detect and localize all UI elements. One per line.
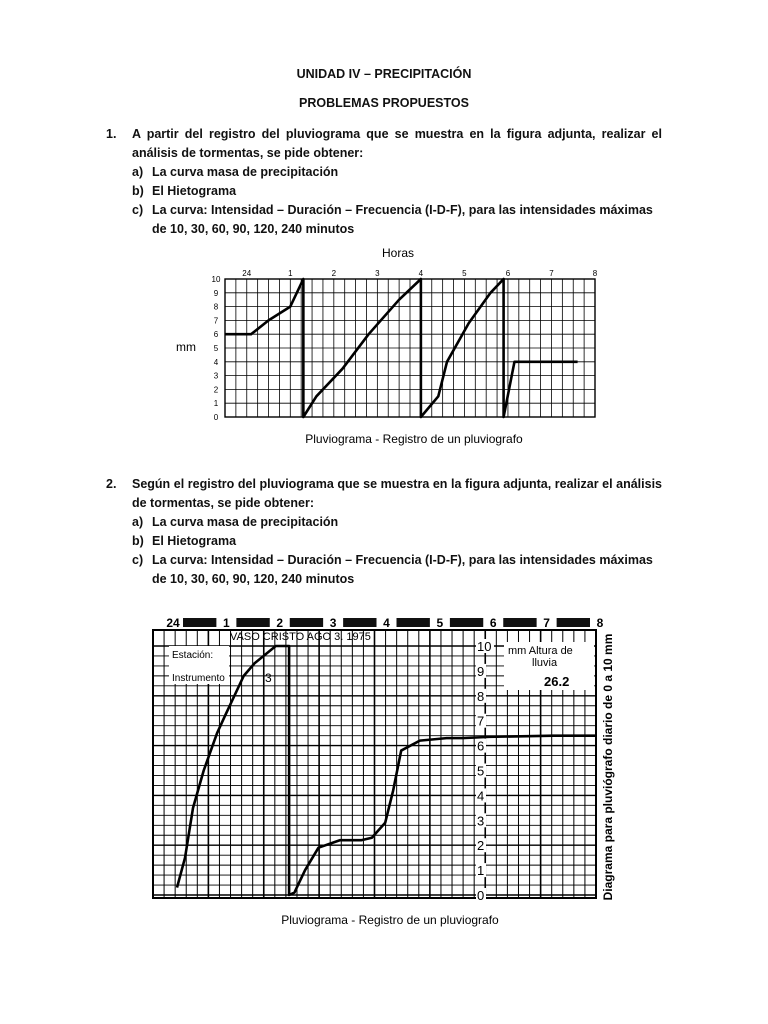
hour-tick-label: 3 [375, 269, 380, 278]
problem-text: A partir del registro del pluviograma que se muestra en la figura adjunta, realizar el análisis de tormentas, se pide obtener: [132, 127, 662, 160]
hour-strip-band [397, 618, 430, 627]
hour-strip-band [343, 618, 376, 627]
hour-tick-label: 6 [505, 269, 511, 278]
hour-strip-band [503, 618, 536, 627]
y-tick-label: 10 [477, 639, 492, 654]
hour-tick-label: 7 [543, 616, 550, 630]
y-tick-label: 3 [477, 813, 485, 829]
item-text: La curva masa de precipitación [152, 165, 339, 179]
hour-tick-label: 24 [166, 616, 180, 630]
item-label: b) [132, 534, 144, 548]
instrument-value: 3 [265, 671, 272, 685]
y-tick-label: 5 [213, 344, 219, 353]
hour-tick-label: 8 [592, 269, 598, 278]
item-text: El Hietograma [152, 534, 237, 548]
y-tick-label: 6 [477, 738, 485, 754]
list-item [132, 163, 662, 182]
side-label: Diagrama para pluviógrafo diario de 0 a 10 mm [601, 633, 615, 901]
y-tick-label: 3 [213, 371, 219, 381]
hours-label: Horas [381, 246, 415, 260]
pluviogram-figure-2 [0, 600, 768, 940]
hour-strip-band [557, 618, 590, 627]
mm-altura-label: mm Altura de [508, 645, 573, 657]
hour-tick-label: 4 [383, 616, 390, 630]
pluviogram-figure-1 [0, 242, 768, 452]
problem-text: Según el registro del pluviograma que se muestra en la figura adjunta, realizar el análisis de tormentas, se pide obtener: [132, 477, 662, 510]
item-label: c) [132, 553, 144, 567]
problem-items [132, 513, 662, 589]
y-tick-label: 1 [213, 399, 219, 409]
y-tick-label: 4 [213, 357, 219, 367]
section-title: PROBLEMAS PROPUESTOS [299, 96, 469, 110]
hour-tick-label: 7 [549, 269, 554, 278]
item-text: La curva: Intensidad – Duración – Frecuencia (I-D-F), para las intensidades máximas de 10, 30, 60, 90, 120, 240 minutos [152, 203, 653, 236]
hour-tick-label: 1 [288, 269, 293, 278]
hour-tick-label: 2 [331, 269, 337, 278]
instrument-label: Instrumento [172, 673, 225, 684]
figure-caption: Pluviograma - Registro de un pluviografo [305, 432, 523, 446]
hour-tick-label: 2 [276, 616, 284, 630]
item-label: c) [132, 203, 144, 217]
hour-tick-label: 24 [242, 269, 252, 278]
hour-tick-label: 5 [462, 269, 467, 278]
hour-strip-band [290, 618, 323, 627]
y-tick-label: 0 [477, 888, 485, 903]
list-item [132, 532, 662, 551]
item-label: a) [132, 165, 144, 179]
lluvia-label: lluvia [532, 657, 558, 669]
chart-header-text: VASO CRISTO AGO 3. 1975 [230, 631, 371, 643]
y-tick-label: 0 [213, 413, 219, 422]
list-item [132, 513, 662, 532]
y-tick-label: 2 [213, 385, 219, 395]
list-item [132, 551, 662, 589]
hour-tick-label: 4 [418, 269, 424, 278]
list-item [132, 201, 662, 239]
problem-1 [106, 125, 662, 239]
item-label: b) [132, 184, 144, 198]
problem-2 [106, 475, 662, 589]
unit-title: UNIDAD IV – PRECIPITACIÓN [296, 67, 472, 81]
list-item [132, 182, 662, 201]
problem-items [132, 163, 662, 239]
y-tick-label: 7 [477, 713, 485, 729]
item-label: a) [132, 515, 144, 529]
y-tick-label: 8 [477, 688, 485, 704]
mm-axis-label: mm [176, 340, 196, 354]
hour-tick-label: 8 [596, 616, 604, 630]
hour-strip-band [236, 618, 269, 627]
total-rain-value: 26.2 [544, 674, 570, 689]
y-tick-label: 5 [477, 763, 485, 779]
y-tick-label: 6 [213, 330, 219, 340]
hour-tick-label: 3 [329, 616, 337, 630]
y-tick-label: 10 [211, 275, 221, 284]
item-text: La curva masa de precipitación [152, 515, 339, 529]
y-tick-label: 4 [477, 788, 485, 804]
y-tick-label: 8 [213, 302, 219, 312]
hour-strip-band [183, 618, 216, 627]
y-tick-label: 7 [213, 316, 219, 326]
figure-caption: Pluviograma - Registro de un pluviografo [281, 913, 499, 927]
hour-tick-label: 6 [489, 616, 497, 630]
station-label: Estación: [172, 650, 214, 661]
hour-tick-label: 1 [223, 616, 230, 630]
hour-strip-band [450, 618, 483, 627]
item-text: La curva: Intensidad – Duración – Frecuencia (I-D-F), para las intensidades máximas de 10, 30, 60, 90, 120, 240 minutos [152, 553, 653, 586]
item-text: El Hietograma [152, 184, 237, 198]
problem-number: 2. [106, 477, 117, 491]
problem-number: 1. [106, 127, 117, 141]
y-tick-label: 1 [477, 863, 485, 879]
y-tick-label: 2 [477, 838, 485, 854]
hour-tick-label: 5 [436, 616, 444, 630]
y-tick-label: 9 [213, 288, 219, 298]
y-tick-label: 9 [477, 663, 485, 679]
